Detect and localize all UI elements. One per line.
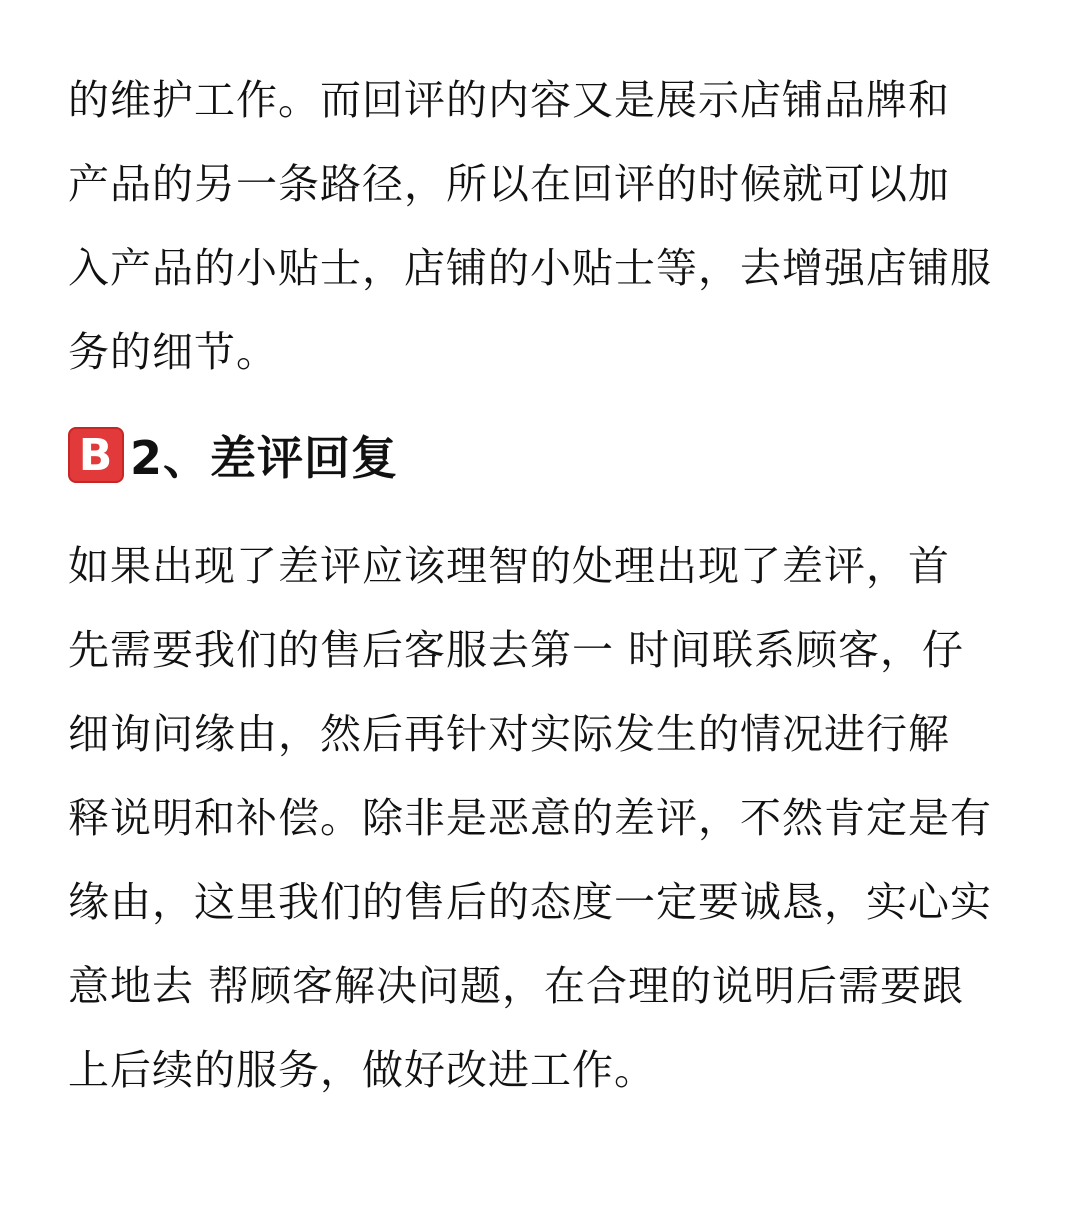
text-line: 务的细节。 [68,328,278,376]
body-paragraph [68,524,992,1112]
text-line: 意地去 帮顾客解决问题，在合理的说明后需要跟 [68,962,965,1010]
section-heading [68,424,398,486]
text-line: 如果出现了差评应该理智的处理出现了差评，首 [68,542,950,590]
text-line: 产品的另一条路径，所以在回评的时候就可以加 [68,160,950,208]
text-line: 释说明和补偿。除非是恶意的差评，不然肯定是有 [68,794,992,842]
section-title: 2、差评回复 [130,431,399,485]
text-line: 的维护工作。而回评的内容又是展示店铺品牌和 [68,76,950,124]
red-square-letter-b-icon: B [68,427,124,483]
text-line: 缘由，这里我们的售后的态度一定要诚恳，实心实 [68,878,992,926]
text-line: 先需要我们的售后客服去第一 时间联系顾客，仔 [68,626,965,674]
text-line: 上后续的服务，做好改进工作。 [68,1046,656,1094]
text-line: 入产品的小贴士，店铺的小贴士等，去增强店铺服 [68,244,992,292]
intro-paragraph [68,58,992,394]
text-line: 细询问缘由，然后再针对实际发生的情况进行解 [68,710,950,758]
